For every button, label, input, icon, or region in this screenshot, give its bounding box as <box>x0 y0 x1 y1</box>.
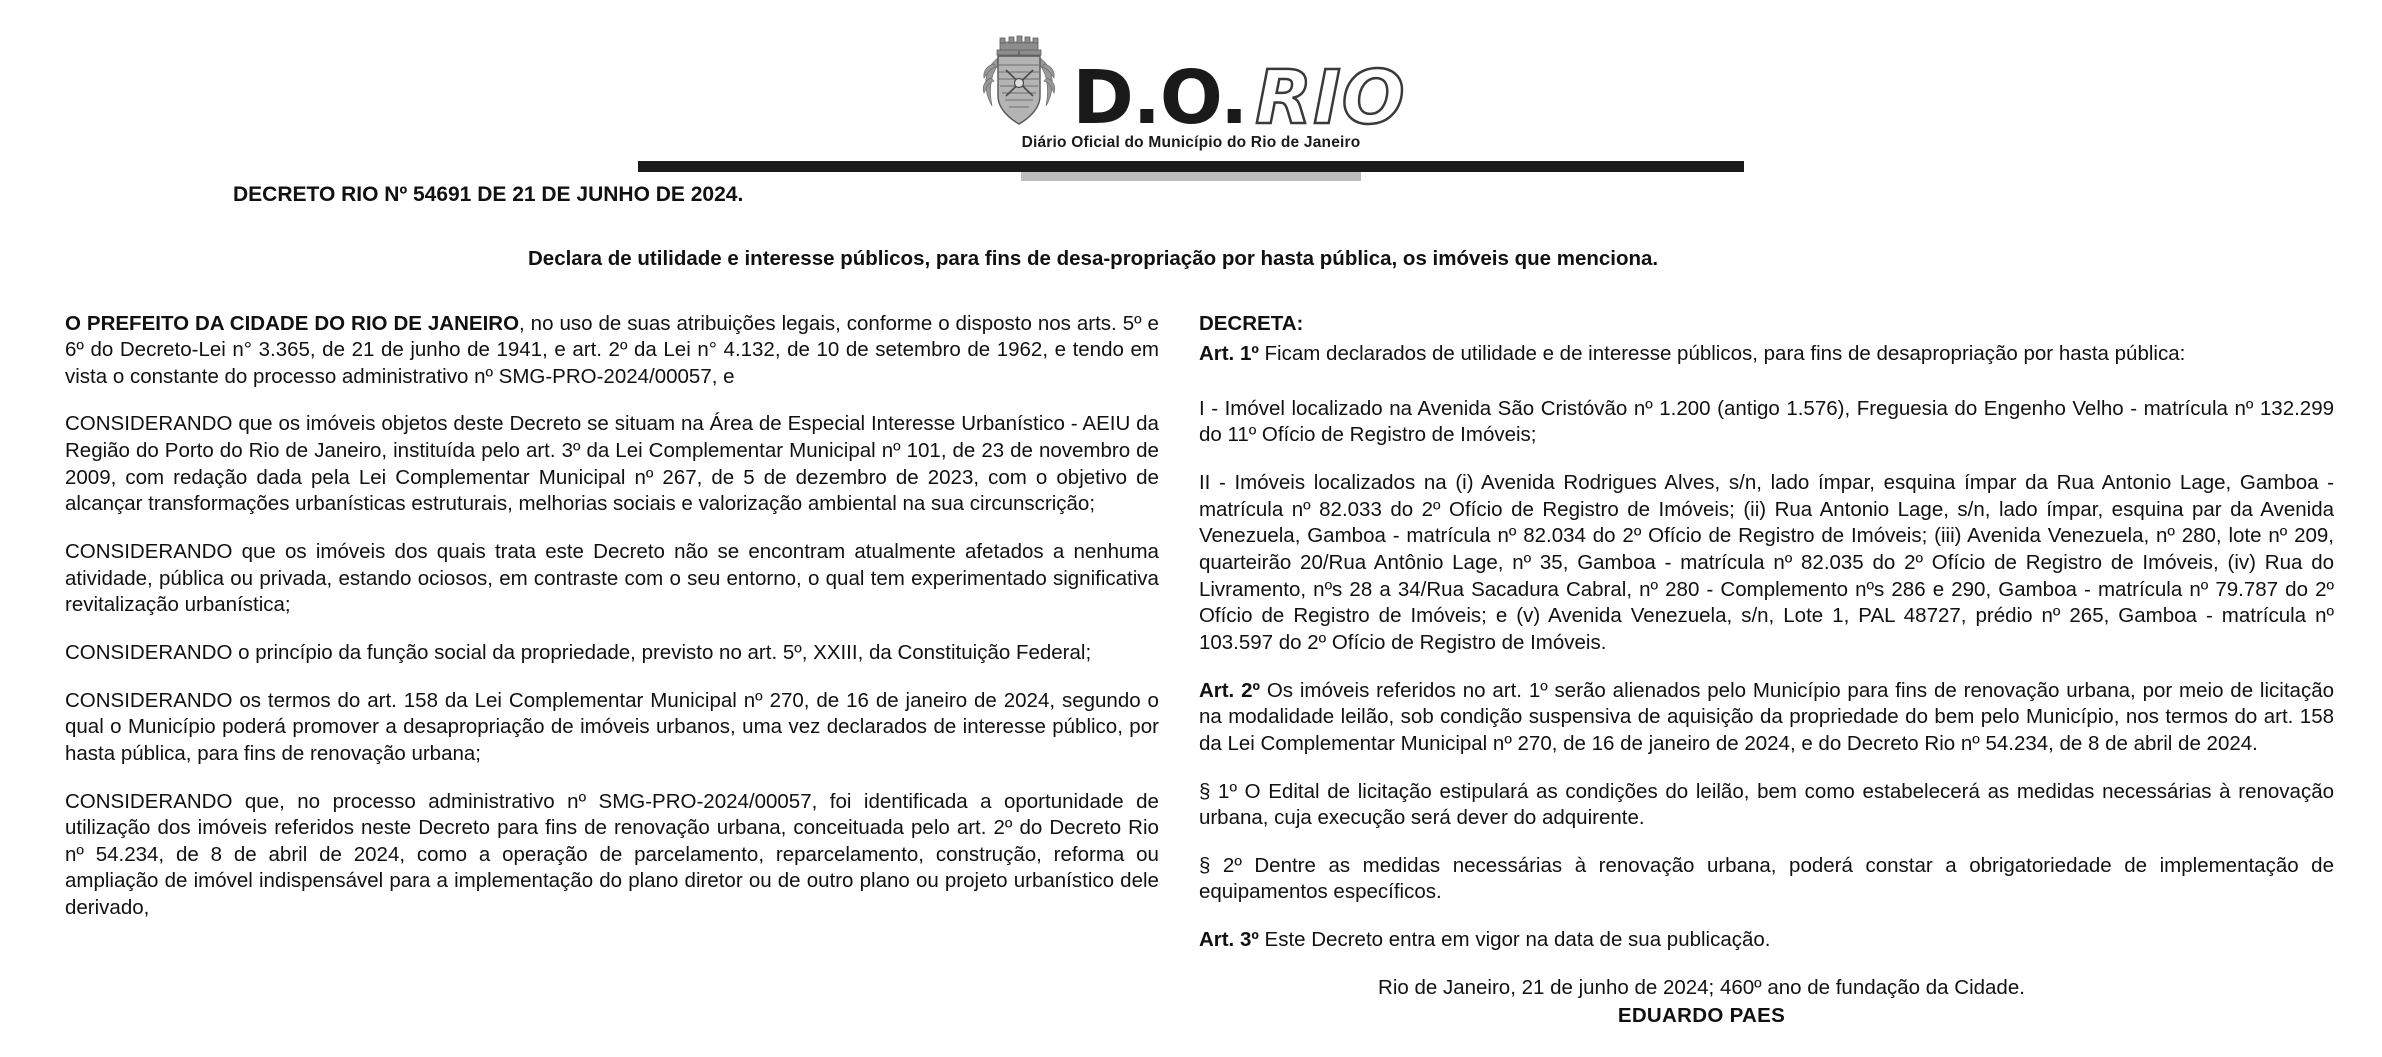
considerando-3: CONSIDERANDO o princípio da função social da propriedade, previsto no art. 5º, XXIII, da Constituição Federal; <box>65 640 1092 664</box>
masthead-rule <box>638 161 1744 181</box>
decree-ementa: Declara de utilidade e interesse públicos, para fins de desa-propriação por hasta pública, os imóveis que menciona. <box>528 247 1659 271</box>
article-2-text: Os imóveis referidos no art. 1º serão alienados pelo Município para fins de renovação urbana, por meio de licitação na modalidade leilão, sob condição suspensiva de aquisição da propriedade do bem pelo Município, nos termos do art. 158 da Lei Complementar Municipal nº 270, de 16 de janeiro de 2024, e do Decreto Rio nº 54.234, de 8 de abril de 2024. <box>1198 678 2334 755</box>
document-sheet <box>0 181 2382 1030</box>
decreta-heading: DECRETA: <box>1198 311 1304 335</box>
right-column <box>1199 311 2334 1030</box>
preamble-bold-lead: O PREFEITO DA CIDADE DO RIO DE JANEIRO <box>65 311 520 335</box>
article-1 <box>1199 341 2334 368</box>
considerando-1: CONSIDERANDO que os imóveis objetos deste Decreto se situam na Área de Especial Interesse Urbanístico - AEIU da Região do Porto do Rio de Janeiro, instituída pelo art. 3º da Lei Complementar Municipal nº 101, de 23 de novembro de 2009, com redação dada pela Lei Complementar Municipal nº 267, de 5 de dezembro de 2023, com o objetivo de alcançar transformações urbanísticas estruturais, melhorias sociais e valorização ambiental na sua circunscrição; <box>65 412 1159 516</box>
two-column-body <box>48 311 2334 1030</box>
article-3 <box>1199 927 2334 954</box>
considerando-2: CONSIDERANDO que os imóveis dos quais trata este Decreto não se encontram atualmente afetados a nenhuma atividade, pública ou privada, estando ociosos, em contraste com o seu entorno, o qual tem experimentado significativa revitalização urbanística; <box>65 540 1159 617</box>
item-ii: II - Imóveis localizados na (i) Avenida Rodrigues Alves, s/n, lado ímpar, esquina ímpar da Rua Antonio Lage, Gamboa - matrícula nº 82.033 do 2º Ofício de Registro de Imóveis; (ii) Rua Antonio Lage, s/n, lado ímpar, esquina par da Avenida Venezuela, Gamboa - matrícula nº 82.034 do 2º Ofício de Registro de Imóveis; (iii) Avenida Venezuela, nº 280, lote nº 209, quarteirão 20/Rua Antônio Lage, nº 35, Gamboa - matrícula nº 82.035 do 2º Ofício de Registro de Imóveis, (iv) Rua do Livramento, nºs 28 a 34/Rua Sacadura Cabral, nº 280 - Complemento nºs 286 e 290, Gamboa - matrícula nº 79.787 do 2º Ofício de Registro de Imóveis; e (v) Avenida Venezuela, s/n, Lote 1, PAL 48727, prédio nº 265, Gamboa - matrícula nº 103.597 do 2º Ofício de Registro de Imóveis. <box>1198 471 2334 654</box>
do-rio-wordmark <box>1072 54 1406 141</box>
paragraph-1: § 1º O Edital de licitação estipulará as condições do leilão, bem como estabelecerá as medidas necessárias à renovação urbana, cuja execução será dever do adquirente. <box>1198 779 2334 830</box>
wordmark-do: D.O. <box>1072 54 1248 141</box>
decree-title: DECRETO RIO Nº 54691 DE 21 DE JUNHO DE 2024. <box>233 183 744 206</box>
rio-coat-of-arms-icon <box>976 34 1062 130</box>
place-and-date: Rio de Janeiro, 21 de junho de 2024; 460º ano de fundação da Cidade. <box>1378 975 2025 999</box>
masthead <box>0 0 2382 181</box>
preamble-rest: , no uso de suas atribuições legais, conforme o disposto nos arts. 5º e 6º do Decreto-Lei n° 3.365, de 21 de junho de 1941, e art. 2º da Lei n° 4.132, de 10 de setembro de 1962, e tendo em vista o constante do processo administrativo nº SMG-PRO-2024/00057, e <box>65 311 1159 388</box>
masthead-subtitle: Diário Oficial do Município do Rio de Janeiro <box>1021 134 1361 151</box>
article-3-label: Art. 3º <box>1198 928 1259 952</box>
wordmark-rio: RIO <box>1255 54 1406 141</box>
article-1-label: Art. 1º <box>1198 342 1259 366</box>
article-1-text: Ficam declarados de utilidade e de interesse públicos, para fins de desapropriação por hasta pública: <box>1258 342 2186 366</box>
signature-name: EDUARDO PAES <box>1617 1004 1786 1028</box>
article-2 <box>1199 678 2334 758</box>
considerando-4: CONSIDERANDO os termos do art. 158 da Lei Complementar Municipal nº 270, de 16 de janeiro de 2024, segundo o qual o Município poderá promover a desapropriação de imóveis urbanos, uma vez declarados de interesse público, por hasta pública, para fins de renovação urbana; <box>65 688 1159 765</box>
masthead-logo-row <box>976 34 1406 141</box>
paragraph-2: § 2º Dentre as medidas necessárias à renovação urbana, poderá constar a obrigatoriedade de implementação de equipamentos específicos. <box>1198 853 2334 904</box>
item-i: I - Imóvel localizado na Avenida São Cristóvão nº 1.200 (antigo 1.576), Freguesia do Engenho Velho - matrícula nº 132.299 do 11º Ofício de Registro de Imóveis; <box>1198 396 2334 447</box>
left-column <box>48 311 1199 922</box>
masthead-rule-grey <box>1021 172 1361 181</box>
considerando-5: CONSIDERANDO que, no processo administrativo nº SMG-PRO-2024/00057, foi identificada a oportunidade de utilização dos imóveis referidos neste Decreto para fins de renovação urbana, conceituada pelo art. 2º do Decreto Rio nº 54.234, de 8 de abril de 2024, como a operação de parcelamento, reparcelamento, construção, reforma ou ampliação de imóvel indispensável para a implementação do plano diretor ou de outro plano ou projeto urbanístico dele derivado, <box>65 789 1159 920</box>
preamble-paragraph <box>65 311 1159 391</box>
article-2-label: Art. 2º <box>1198 678 1260 702</box>
masthead-rule-black <box>638 161 1744 172</box>
article-3-text: Este Decreto entra em vigor na data de sua publicação. <box>1258 928 1771 952</box>
